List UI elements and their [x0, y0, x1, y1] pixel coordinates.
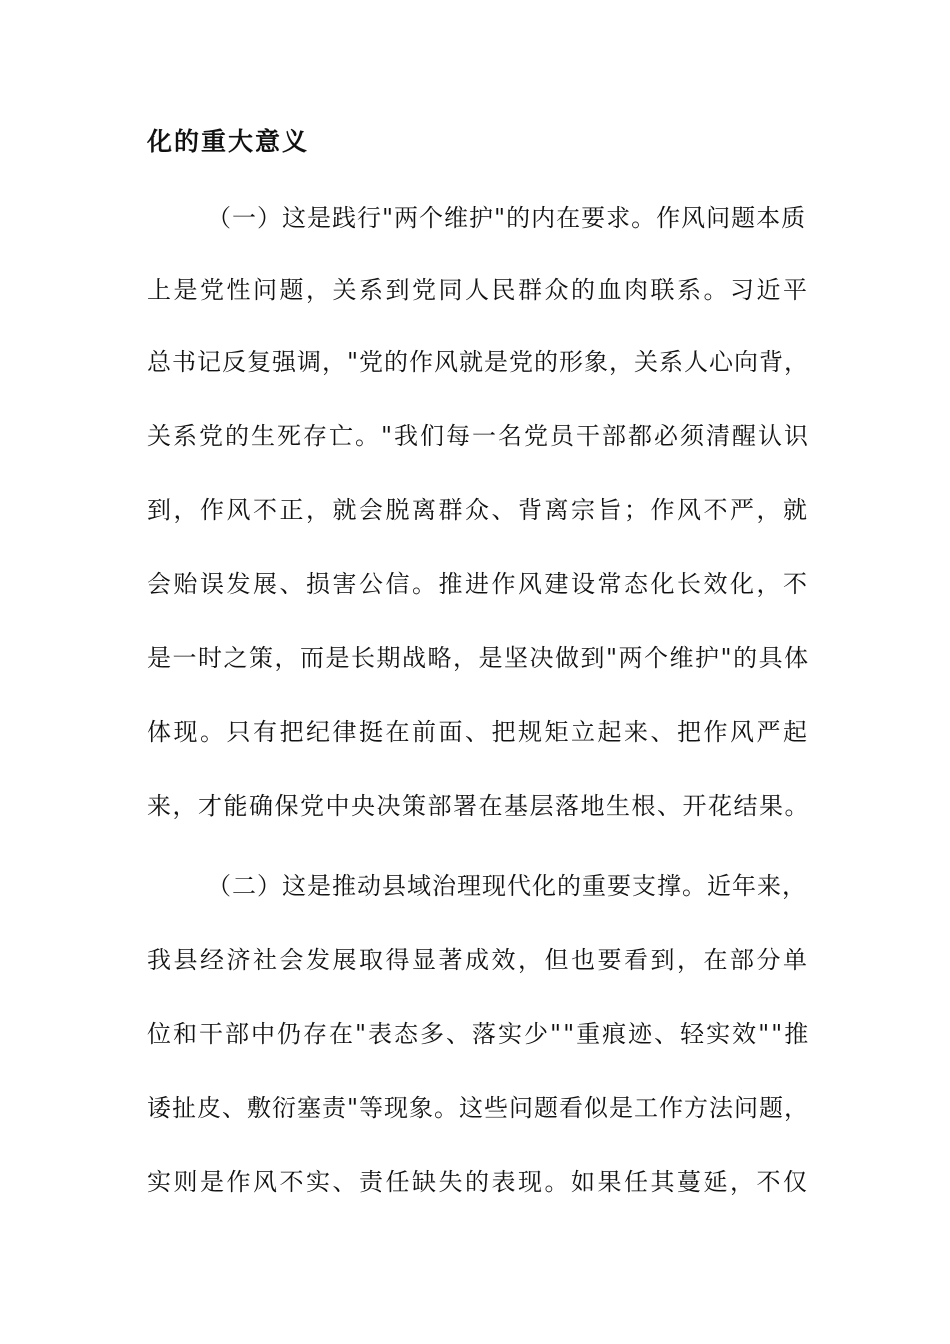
paragraph-1-line-3: 总书记反复强调，"党的作风就是党的形象，关系人心向背，	[147, 348, 810, 376]
paragraph-2-line-4: 诿扯皮、敷衍塞责"等现象。这些问题看似是工作方法问题，	[147, 1094, 810, 1122]
paragraph-2-line-1: （二）这是推动县域治理现代化的重要支撑。近年来，	[207, 872, 807, 900]
paragraph-1-line-5: 到，作风不正，就会脱离群众、背离宗旨；作风不严，就	[147, 496, 810, 524]
paragraph-2-line-5: 实则是作风不实、责任缺失的表现。如果任其蔓延，不仅	[147, 1168, 810, 1196]
paragraph-1-line-1: （一）这是践行"两个维护"的内在要求。作风问题本质	[207, 204, 807, 232]
section-heading: 化的重大意义	[147, 127, 310, 156]
paragraph-1-line-8: 体现。只有把纪律挺在前面、把规矩立起来、把作风严起	[147, 718, 810, 746]
paragraph-1-line-2: 上是党性问题，关系到党同人民群众的血肉联系。习近平	[147, 276, 810, 304]
paragraph-2-line-2: 我县经济社会发展取得显著成效，但也要看到，在部分单	[147, 946, 810, 974]
paragraph-1-line-9: 来，才能确保党中央决策部署在基层落地生根、开花结果。	[147, 792, 810, 820]
paragraph-1-line-6: 会贻误发展、损害公信。推进作风建设常态化长效化，不	[147, 570, 810, 598]
paragraph-1-line-4: 关系党的生死存亡。"我们每一名党员干部都必须清醒认识	[147, 422, 811, 450]
paragraph-1-line-7: 是一时之策，而是长期战略，是坚决做到"两个维护"的具体	[147, 644, 810, 672]
paragraph-2-line-3: 位和干部中仍存在"表态多、落实少""重痕迹、轻实效""推	[147, 1020, 811, 1048]
